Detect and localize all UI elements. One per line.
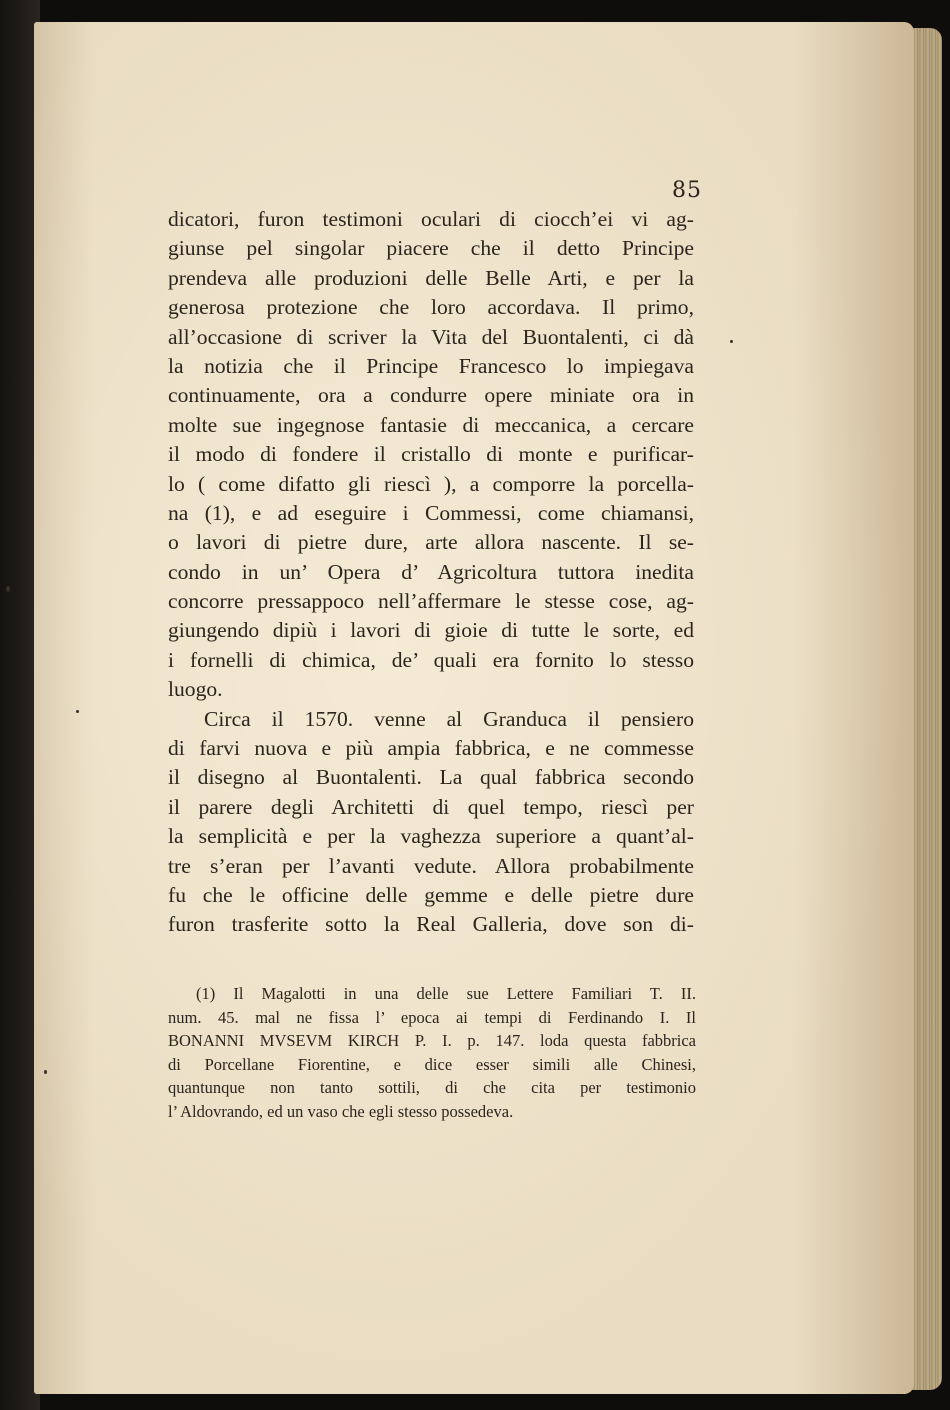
text-line: i fornelli di chimica, de’ quali era fornito lo stesso [168,647,694,672]
paper-speck [6,586,10,592]
main-text-block [168,205,694,940]
text-line: condo in un’ Opera d’ Agricoltura tuttora inedita [168,559,694,584]
text-line: generosa protezione che loro accordava. Il primo, [168,295,694,320]
footnote-block [168,982,696,1123]
text-line: dicatori, furon testimoni oculari di ciocch’ei vi ag- [168,207,694,231]
page-number: 85 [672,178,702,203]
text-line: o lavori di pietre dure, arte allora nascente. Il se- [168,530,694,555]
text-line: di farvi nuova e più ampia fabbrica, e ne commesse [168,736,694,761]
footnote-line: l’ Aldovrando, ed un vaso che egli stesso possedeva. [168,1101,514,1121]
text-line: luogo. [168,677,223,702]
text-line: il parere degli Architetti di quel tempo, riescì per [168,794,694,819]
text-line: lo ( come difatto gli riescì ), a comporre la porcella- [168,471,694,496]
footnote-line: num. 45. mal ne fissa l’ epoca ai tempi di Ferdinando I. Il [168,1007,696,1027]
text-line: fu che le officine delle gemme e delle pietre dure [168,882,694,907]
footnote-line: di Porcellane Fiorentine, e dice esser simili alle Chinesi, [168,1054,696,1074]
text-line: la semplicità e per la vaghezza superiore a quant’al- [168,824,694,849]
footnote-line: quantunque non tanto sottili, di che cita per testimonio [168,1078,696,1097]
text-line: la notizia che il Principe Francesco lo impiegava [168,353,694,378]
text-line: prendeva alle produzioni delle Belle Arti, e per la [168,265,694,290]
text-line: na (1), e ad eseguire i Commessi, come chiamansi, [168,500,694,525]
text-line: furon trasferite sotto la Real Galleria, dove son di- [168,912,694,937]
text-line: molte sue ingegnose fantasie di meccanica, a cercare [168,412,694,437]
footnote-line: (1) Il Magalotti in una delle sue Lettere Familiari T. II. [196,984,696,1003]
text-line: il disegno al Buontalenti. La qual fabbrica secondo [168,765,694,790]
text-line: tre s’eran per l’avanti vedute. Allora probabilmente [168,853,694,878]
text-line: continuamente, ora a condurre opere miniate ora in [168,383,694,408]
paper-speck [44,1070,47,1074]
text-line: il modo di fondere il cristallo di monte e purificar- [168,442,694,467]
text-line: all’occasione di scriver la Vita del Buontalenti, ci dà [168,324,694,349]
paragraph-start-line: Circa il 1570. venne al Granduca il pensiero [204,706,694,731]
paper-speck [76,710,79,713]
text-line: concorre pressappoco nell’affermare le stesse cose, ag- [168,589,694,614]
text-line: giungendo dipiù i lavori di gioie di tutte le sorte, ed [168,618,694,643]
text-line: giunse pel singolar piacere che il detto Principe [168,236,694,261]
paper-speck [730,340,733,343]
footnote-line: BONANNI MVSEVM KIRCH P. I. p. 147. loda questa fabbrica [168,1031,696,1050]
